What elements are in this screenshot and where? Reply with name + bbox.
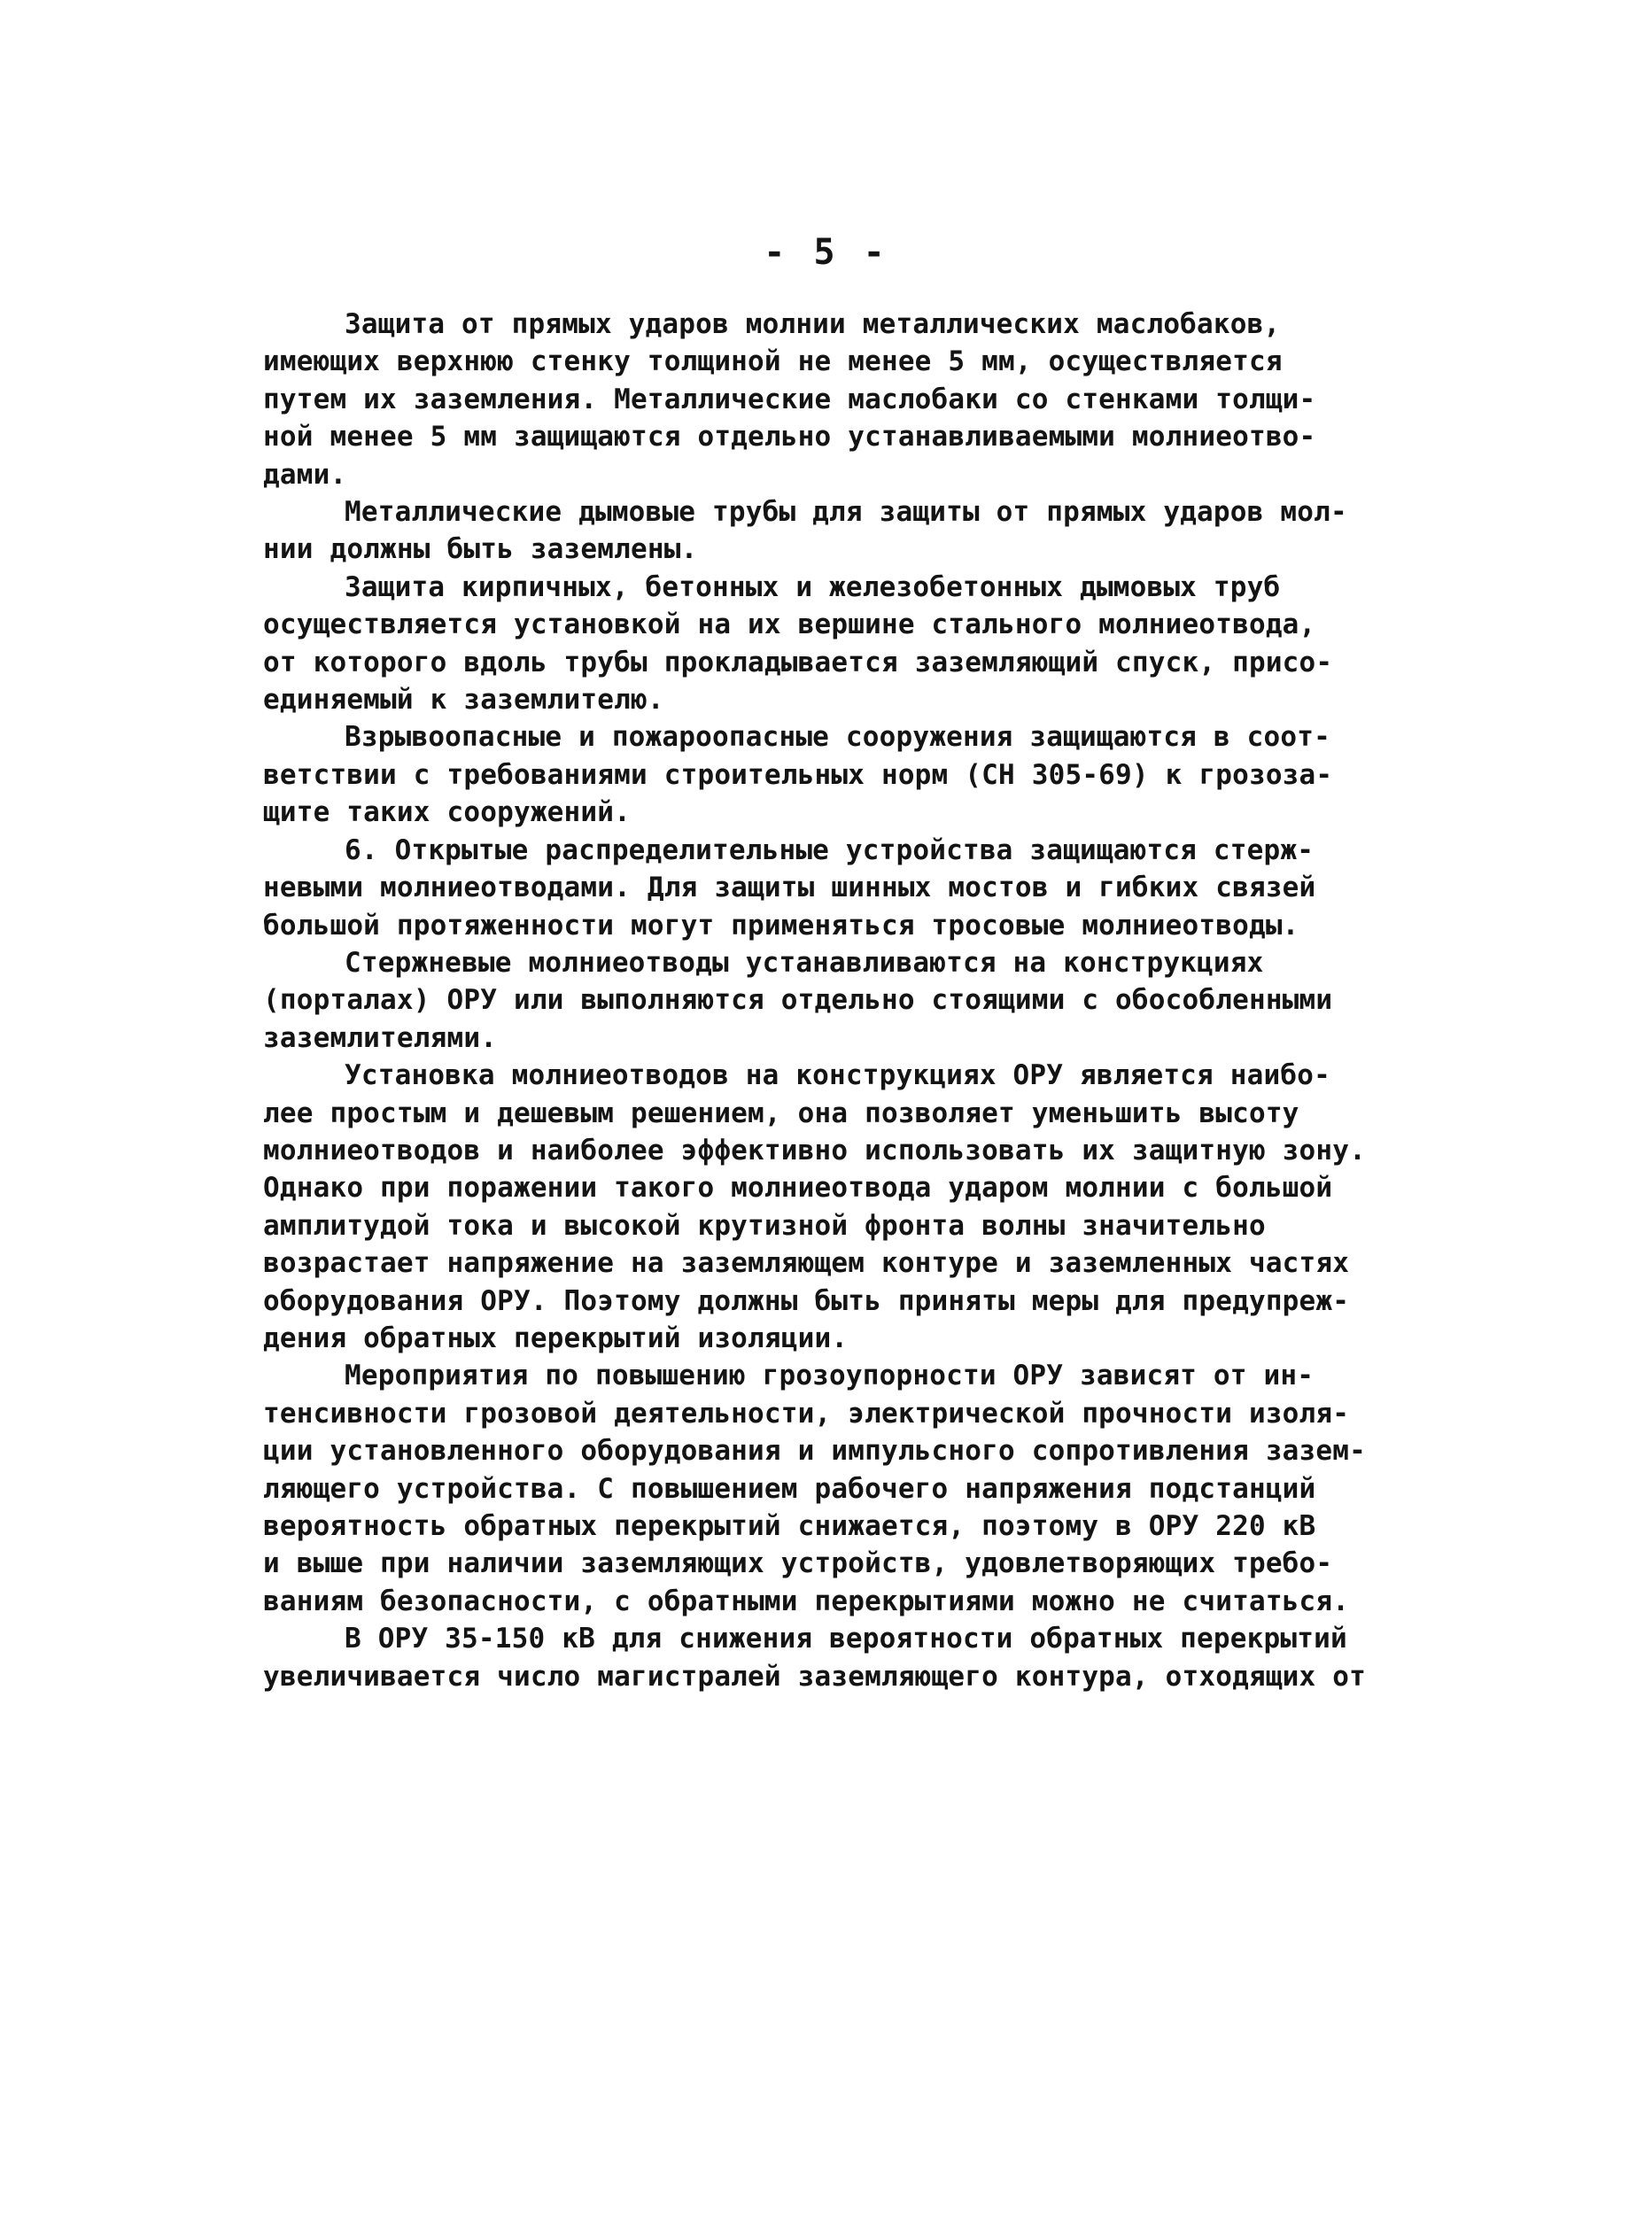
text-line: невыми молниеотводами. Для защиты шинных мостов и гибких связей xyxy=(263,872,1316,904)
text-line: амплитудой тока и высокой крутизной фронта волны значительно xyxy=(263,1209,1266,1242)
text-line: заземлителями. xyxy=(263,1021,498,1054)
text-line: молниеотводов и наиболее эффективно использовать их защитную зону. xyxy=(263,1134,1366,1167)
text-line: ваниям безопасности, с обратными перекрытиями можно не считаться. xyxy=(263,1585,1350,1617)
text-line: (порталах) ОРУ или выполняются отдельно стоящими с обособленными xyxy=(263,984,1333,1017)
text-line: Взрывоопасные и пожароопасные сооружения защищаются в соот- xyxy=(345,721,1330,754)
page-number: - 5 - xyxy=(764,232,888,273)
text-line: имеющих верхнюю стенку толщиной не менее 5 мм, осуществляется xyxy=(263,345,1283,378)
text-line: единяемый к заземлителю. xyxy=(263,684,664,717)
text-line: ляющего устройства. С повышением рабочего напряжения подстанций xyxy=(263,1472,1316,1505)
text-line: возрастает напряжение на заземляющем контуре и заземленных частях xyxy=(263,1247,1350,1280)
text-line: Установка молниеотводов на конструкциях ОРУ является наибо- xyxy=(345,1059,1330,1092)
text-line: Мероприятия по повышению грозоупорности ОРУ зависят от ин- xyxy=(345,1360,1315,1392)
text-line: и выше при наличии заземляющих устройств, удовлетворяющих требо- xyxy=(263,1547,1333,1580)
text-line: Стержневые молниеотводы устанавливаются на конструкциях xyxy=(345,946,1264,979)
text-line: большой протяженности могут применяться тросовые молниеотводы. xyxy=(263,909,1299,942)
text-line: лее простым и дешевым решением, она позволяет уменьшить высоту xyxy=(263,1097,1299,1129)
text-line: оборудования ОРУ. Поэтому должны быть приняты меры для предупреж- xyxy=(263,1284,1350,1317)
text-line: вероятность обратных перекрытий снижается, поэтому в ОРУ 220 кВ xyxy=(263,1510,1316,1542)
text-line: Однако при поражении такого молниеотвода ударом молнии с большой xyxy=(263,1172,1333,1205)
text-line: нии должны быть заземлены. xyxy=(263,533,698,566)
text-line: щите таких сооружений. xyxy=(263,796,631,829)
text-line: тенсивности грозовой деятельности, электрической прочности изоля- xyxy=(263,1397,1350,1430)
text-line: путем их заземления. Металлические маслобаки со стенками толщи- xyxy=(263,383,1316,415)
text-line: В ОРУ 35-150 кВ для снижения вероятности обратных перекрытий xyxy=(345,1623,1347,1655)
text-line: осуществляется установкой на их вершине стального молниеотвода, xyxy=(263,609,1316,641)
text-line: ной менее 5 мм защищаются отдельно устанавливаемыми молниеотво- xyxy=(263,421,1316,453)
text-line: дами. xyxy=(263,458,347,491)
text-line: ветствии с требованиями строительных норм (СН 305-69) к грозоза- xyxy=(263,758,1333,791)
text-line: Защита от прямых ударов молнии металлических маслобаков, xyxy=(345,308,1281,340)
text-line: дения обратных перекрытий изоляции. xyxy=(263,1322,849,1354)
text-line: Защита кирпичных, бетонных и железобетонных дымовых труб xyxy=(345,570,1281,603)
text-line: ции установленного оборудования и импульсного сопротивления зазем- xyxy=(263,1435,1366,1468)
text-line: увеличивается число магистралей заземляющего контура, отходящих от xyxy=(263,1660,1366,1693)
text-line: 6. Открытые распределительные устройства защищаются стерж- xyxy=(345,833,1315,866)
body-text xyxy=(263,306,1415,1695)
text-line: Металлические дымовые трубы для защиты от прямых ударов мол- xyxy=(345,496,1347,529)
text-line: от которого вдоль трубы прокладывается заземляющий спуск, присо- xyxy=(263,646,1333,678)
